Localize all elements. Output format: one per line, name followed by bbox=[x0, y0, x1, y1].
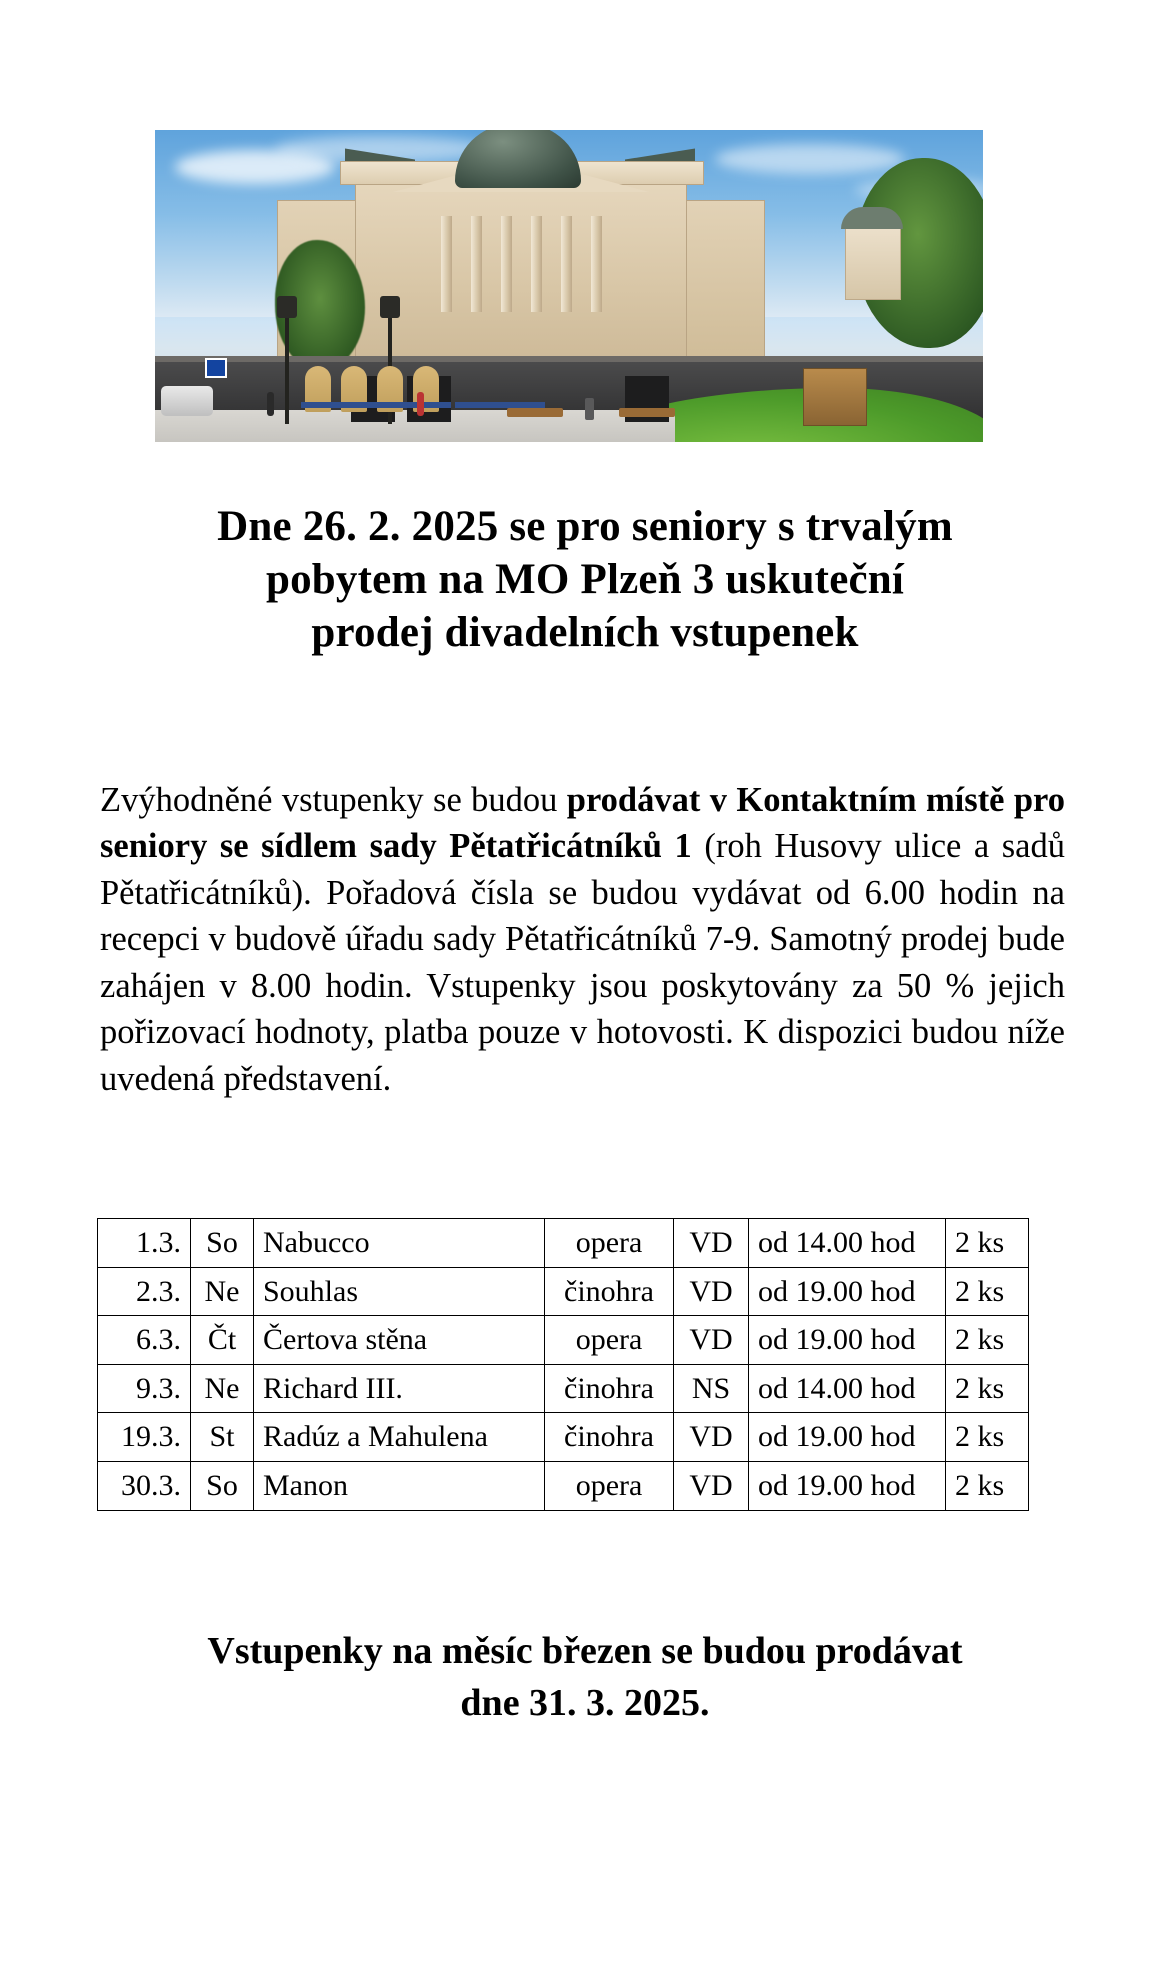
table-row bbox=[98, 1219, 1029, 1268]
schedule-table-body bbox=[98, 1219, 1029, 1511]
cell-venue: NS bbox=[674, 1364, 749, 1413]
parked-car bbox=[161, 386, 213, 416]
cell-venue: VD bbox=[674, 1267, 749, 1316]
cell-date: 6.3. bbox=[98, 1316, 191, 1365]
cell-time: od 19.00 hod bbox=[749, 1316, 946, 1365]
cell-title: Souhlas bbox=[254, 1267, 545, 1316]
park-bench bbox=[507, 408, 563, 417]
dome bbox=[455, 130, 581, 188]
body-text-emphasis: prodávat v Kontaktním místě pro seniory se sídlem sady Pětatřicátníků 1 bbox=[100, 780, 1065, 865]
schedule-table bbox=[97, 1218, 1029, 1511]
cell-qty: 2 ks bbox=[946, 1364, 1029, 1413]
cell-date: 30.3. bbox=[98, 1461, 191, 1510]
cell-date: 1.3. bbox=[98, 1219, 191, 1268]
footer-line-1: Vstupenky na měsíc březen se budou prodávat bbox=[207, 1630, 963, 1672]
cell-day: Ne bbox=[191, 1364, 254, 1413]
cell-time: od 19.00 hod bbox=[749, 1267, 946, 1316]
poster-footer bbox=[95, 1625, 1075, 1729]
bollard bbox=[585, 398, 594, 420]
cell-genre: činohra bbox=[545, 1267, 674, 1316]
cell-date: 19.3. bbox=[98, 1413, 191, 1462]
cell-qty: 2 ks bbox=[946, 1267, 1029, 1316]
cell-day: So bbox=[191, 1461, 254, 1510]
park-bench bbox=[619, 408, 675, 417]
column bbox=[501, 216, 512, 312]
cell-genre: činohra bbox=[545, 1413, 674, 1462]
cell-venue: VD bbox=[674, 1461, 749, 1510]
cell-title: Richard III. bbox=[254, 1364, 545, 1413]
cell-qty: 2 ks bbox=[946, 1461, 1029, 1510]
table-row bbox=[98, 1316, 1029, 1365]
cell-day: So bbox=[191, 1219, 254, 1268]
table-row bbox=[98, 1267, 1029, 1316]
cell-time: od 14.00 hod bbox=[749, 1364, 946, 1413]
parking-sign-icon bbox=[205, 358, 227, 378]
cell-title: Manon bbox=[254, 1461, 545, 1510]
column bbox=[471, 216, 482, 312]
cell-day: Ne bbox=[191, 1267, 254, 1316]
cell-venue: VD bbox=[674, 1413, 749, 1462]
street-lamp bbox=[285, 312, 289, 424]
column bbox=[591, 216, 602, 312]
cell-date: 2.3. bbox=[98, 1267, 191, 1316]
table-row bbox=[98, 1364, 1029, 1413]
side-tower bbox=[845, 226, 901, 300]
glass-entrance bbox=[803, 368, 867, 426]
terrace-railing bbox=[301, 402, 451, 408]
pedestrian bbox=[267, 392, 274, 416]
cell-venue: VD bbox=[674, 1219, 749, 1268]
column bbox=[531, 216, 542, 312]
performance-schedule bbox=[97, 1218, 1029, 1511]
cell-time: od 19.00 hod bbox=[749, 1461, 946, 1510]
cloud-shape bbox=[715, 144, 905, 174]
building-wing-right bbox=[683, 200, 765, 382]
body-text-part-1: Zvýhodněné vstupenky se budou bbox=[100, 780, 567, 819]
headline-line-1: Dne 26. 2. 2025 se pro seniory s trvalým bbox=[217, 503, 953, 550]
theatre-photo-image bbox=[155, 130, 983, 442]
cell-day: Čt bbox=[191, 1316, 254, 1365]
table-row bbox=[98, 1413, 1029, 1462]
column bbox=[561, 216, 572, 312]
cell-venue: VD bbox=[674, 1316, 749, 1365]
cell-title: Čertova stěna bbox=[254, 1316, 545, 1365]
cell-genre: opera bbox=[545, 1316, 674, 1365]
footer-line-2: dne 31. 3. 2025. bbox=[460, 1682, 710, 1724]
cell-genre: opera bbox=[545, 1219, 674, 1268]
cell-date: 9.3. bbox=[98, 1364, 191, 1413]
theatre-photo bbox=[155, 130, 983, 442]
headline-line-2: pobytem na MO Plzeň 3 uskuteční bbox=[265, 556, 905, 603]
body-text-part-2: (roh Husovy ulice a sadů Pětatřicátníků). Pořadová čísla se budou vydávat od 6.00 hodin na recepci v budově úřadu sady Pětatřicátníků 7-9. Samotný prodej bude zahájen v 8.00 hodin. Vstupenky jsou poskytovány za 50 % jejich pořizovací hodnoty, platba pouze v hotovosti. K dispozici budou níže uvedená představení. bbox=[100, 827, 1065, 1098]
cell-time: od 19.00 hod bbox=[749, 1413, 946, 1462]
cell-qty: 2 ks bbox=[946, 1219, 1029, 1268]
table-row bbox=[98, 1461, 1029, 1510]
cell-day: St bbox=[191, 1413, 254, 1462]
cell-qty: 2 ks bbox=[946, 1316, 1029, 1365]
headline-line-3: prodej divadelních vstupenek bbox=[311, 609, 859, 656]
cell-time: od 14.00 hod bbox=[749, 1219, 946, 1268]
cell-genre: opera bbox=[545, 1461, 674, 1510]
cell-title: Radúz a Mahulena bbox=[254, 1413, 545, 1462]
pedestrian bbox=[417, 392, 424, 416]
theatre-main-facade bbox=[355, 178, 687, 380]
body-paragraph bbox=[100, 777, 1065, 1103]
column bbox=[441, 216, 452, 312]
cell-genre: činohra bbox=[545, 1364, 674, 1413]
poster-headline bbox=[95, 500, 1075, 659]
cell-title: Nabucco bbox=[254, 1219, 545, 1268]
cell-qty: 2 ks bbox=[946, 1413, 1029, 1462]
